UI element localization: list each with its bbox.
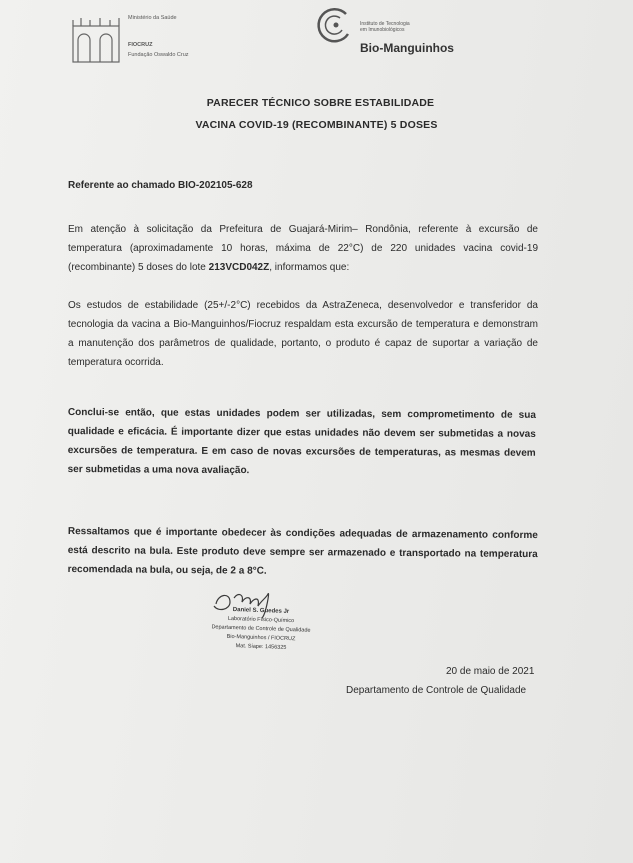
bio-manguinhos-name: Bio-Manguinhos [360,41,454,55]
institute-line1: Instituto de Tecnologia [360,21,410,27]
signing-department: Departamento de Controle de Qualidade [346,685,527,696]
stamp-dept: Departamento de Controle de Qualidade [211,624,311,634]
stamp-lab: Laboratório Físico-Químico [227,615,295,625]
signature-stamp [196,584,326,659]
paragraph-request-text: Em atenção à solicitação da Prefeitura de Guajará-Mirim– Rondônia, referente à excursão de temperatura (aproximadamente 10 horas, máxima de 22°C) de 220 unidades vacina covid-19 (recombinante) 5 doses do lote [68,224,538,273]
paragraph-stability-studies: Os estudos de estabilidade (25+/-2°C) recebidos da AstraZeneca, desenvolvedor e transferidor da tecnologia da vacina a Bio-Manguinhos/Fiocruz respaldam esta excursão de temperatura e demonstram a manutenção dos parâmetros de qualidade, portanto, o produto é capaz de suportar a variação de temperatura ocorrida. [68,300,538,368]
storage-note-bold: Ressaltamos que é importante obedecer às condições adequadas de armazenamento conforme está descrito na bula. Este produto deve sempre ser armazenado e transportado [67,525,538,560]
paragraph-conclusion: Conclui-se então, que estas unidades podem ser utilizadas, sem comprometimento de sua qualidade e eficácia. É importante dizer que estas unidades não devem ser submetidas a novas excursões de temperatura. E em caso de novas excursões de temperaturas, as mesmas devem ser submetidas a uma nova avaliação. [67,406,536,477]
paragraph-storage-note [68,522,538,583]
fiocruz-short-label: FIOCRUZ [128,42,153,48]
stamp-id: Mat. Siape: 1456325 [235,643,287,651]
stamp-org: Bio-Manguinhos / FIOCRUZ [226,633,296,643]
fiocruz-logo [70,12,230,68]
fiocruz-castle-icon [70,12,130,68]
lot-number: 213VCD042Z [208,262,270,273]
bio-manguinhos-emblem-icon [316,6,356,46]
storage-note-rest: na temperatura recomendada na bula, ou seja, de 2 a 8°C. [67,548,538,577]
document-title-line1: PARECER TÉCNICO SOBRE ESTABILIDADE [206,97,435,109]
bio-manguinhos-logo [316,6,486,62]
ministry-label: Ministério da Saúde [128,15,177,21]
paragraph-request-ending: , informamos que: [269,262,350,273]
paragraph-request [68,220,538,277]
document-date: 20 de maio de 2021 [446,666,535,677]
stamp-name: Daniel S. Guedes Jr [232,607,290,615]
fiocruz-full-label: Fundação Oswaldo Cruz [128,52,189,58]
institute-line2: em Imunobiológicos [360,27,405,33]
reference-line: Referente ao chamado BIO-202105-628 [68,180,253,191]
document-title-line2: VACINA COVID-19 (RECOMBINANTE) 5 DOSES [195,119,438,131]
